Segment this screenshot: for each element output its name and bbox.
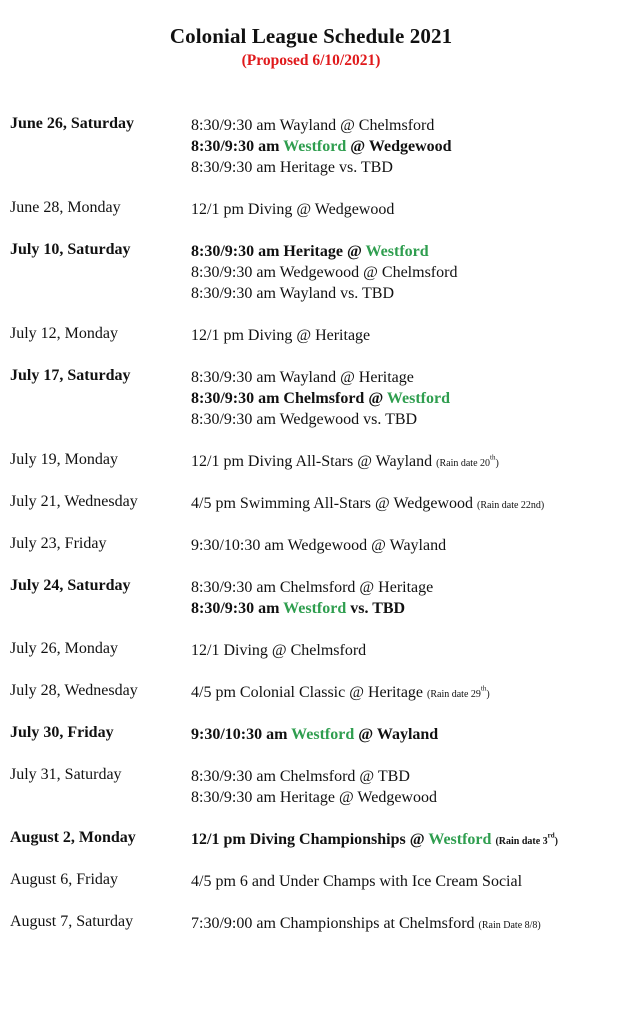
team-name-westford: Westford xyxy=(428,831,492,848)
rain-date-note: (Rain date 20 xyxy=(436,458,491,469)
team-name-westford: Westford xyxy=(291,726,355,743)
schedule-date: July 28, Wednesday xyxy=(10,682,138,699)
rain-date-note: (Rain date 3 xyxy=(495,836,548,847)
event-text: 8:30/9:30 am Heritage @ Wedgewood xyxy=(191,789,437,806)
rain-date-note: rd xyxy=(547,831,555,840)
schedule-event xyxy=(191,388,619,409)
event-text: 9:30/10:30 am Wedgewood @ Wayland xyxy=(191,537,447,554)
rain-date-note: (Rain date 29 xyxy=(427,689,481,700)
schedule-date: July 19, Monday xyxy=(10,451,118,468)
event-text: 8:30/9:30 am Wedgewood vs. TBD xyxy=(191,411,418,428)
schedule-date: July 30, Friday xyxy=(10,724,114,741)
team-name-westford: Westford xyxy=(283,600,347,617)
schedule-event xyxy=(191,724,619,745)
event-text: @ Wedgewood xyxy=(346,138,452,155)
schedule-date: August 6, Friday xyxy=(10,871,118,888)
schedule-event xyxy=(191,913,619,934)
schedule-event xyxy=(191,367,619,388)
schedule-date: July 12, Monday xyxy=(10,325,118,342)
schedule-date: July 21, Wednesday xyxy=(10,493,138,510)
page-title: Colonial League Schedule 2021 xyxy=(169,24,453,48)
schedule-events xyxy=(191,724,619,745)
team-name-westford: Westford xyxy=(283,138,347,155)
schedule-events xyxy=(191,451,619,472)
event-text: 8:30/9:30 am Wayland @ Chelmsford xyxy=(191,117,435,134)
schedule-events xyxy=(191,367,619,430)
event-text: 8:30/9:30 am xyxy=(191,600,284,617)
event-text: 12/1 pm Diving @ Wedgewood xyxy=(191,201,395,218)
event-text: 12/1 pm Diving Championships @ xyxy=(191,831,429,848)
rain-date-note: (Rain date 22nd) xyxy=(477,500,545,511)
schedule-event xyxy=(191,829,619,850)
event-text: 12/1 pm Diving @ Heritage xyxy=(191,327,371,344)
event-text: 4/5 pm Swimming All-Stars @ Wedgewood xyxy=(191,495,478,512)
schedule-date: June 26, Saturday xyxy=(10,115,135,132)
schedule-event xyxy=(191,871,619,892)
schedule-date: August 2, Monday xyxy=(10,829,136,846)
event-text: @ Wayland xyxy=(354,726,439,743)
event-text: 7:30/9:00 am Championships at Chelmsford xyxy=(191,915,479,932)
event-text: 9:30/10:30 am xyxy=(191,726,292,743)
event-text: 8:30/9:30 am Chelmsford @ Heritage xyxy=(191,579,434,596)
schedule-date: July 17, Saturday xyxy=(10,367,131,384)
event-text: 8:30/9:30 am Wayland vs. TBD xyxy=(191,285,394,302)
team-name-westford: Westford xyxy=(365,243,429,260)
schedule-event xyxy=(191,262,619,283)
team-name-westford: Westford xyxy=(386,390,451,407)
event-text: 12/1 pm Diving All-Stars @ Wayland xyxy=(191,453,437,470)
event-text: vs. TBD xyxy=(346,600,406,617)
schedule-event xyxy=(191,283,619,304)
rain-date-note: (Rain Date 8/8) xyxy=(478,920,541,931)
schedule-date: July 26, Monday xyxy=(10,640,118,657)
event-text: 8:30/9:30 am Heritage @ xyxy=(191,243,366,260)
event-text: 8:30/9:30 am Wedgewood @ Chelmsford xyxy=(191,264,458,281)
schedule-event xyxy=(191,682,619,703)
rain-date-note: th xyxy=(490,453,496,462)
rain-date-note: ) xyxy=(495,458,499,469)
event-text: 8:30/9:30 am Wayland @ Heritage xyxy=(191,369,414,386)
schedule-event xyxy=(191,640,619,661)
rain-date-note: ) xyxy=(486,689,490,700)
schedule-events xyxy=(191,640,619,661)
schedule-events xyxy=(191,766,619,808)
schedule-event xyxy=(191,157,619,178)
schedule-date: July 23, Friday xyxy=(10,535,107,552)
schedule-events xyxy=(191,493,619,514)
schedule-date: July 10, Saturday xyxy=(10,241,131,258)
event-text: 8:30/9:30 am Heritage vs. TBD xyxy=(191,159,393,176)
schedule-events xyxy=(191,241,619,304)
event-text: 4/5 pm Colonial Classic @ Heritage xyxy=(191,684,428,701)
event-text: 4/5 pm 6 and Under Champs with Ice Cream Social xyxy=(191,873,523,890)
schedule-events xyxy=(191,199,619,220)
rain-date-note: th xyxy=(480,684,487,693)
schedule-date: August 7, Saturday xyxy=(10,913,134,930)
schedule-event xyxy=(191,241,619,262)
page-subtitle: (Proposed 6/10/2021) xyxy=(241,52,381,69)
schedule-date: July 31, Saturday xyxy=(10,766,122,783)
schedule-events xyxy=(191,325,619,346)
schedule-event xyxy=(191,535,619,556)
schedule-event xyxy=(191,115,619,136)
schedule-event xyxy=(191,325,619,346)
schedule-events xyxy=(191,871,619,892)
schedule-events xyxy=(191,535,619,556)
schedule-events xyxy=(191,682,619,703)
schedule-event xyxy=(191,136,619,157)
schedule-event xyxy=(191,451,619,472)
schedule-event xyxy=(191,766,619,787)
event-text: 8:30/9:30 am Chelmsford @ TBD xyxy=(191,768,410,785)
event-text: 8:30/9:30 am Chelmsford @ xyxy=(191,390,387,407)
schedule-event xyxy=(191,409,619,430)
schedule-events xyxy=(191,913,619,934)
schedule-event xyxy=(191,493,619,514)
schedule-event xyxy=(191,577,619,598)
rain-date-note: ) xyxy=(554,836,559,847)
schedule-event xyxy=(191,199,619,220)
schedule-event xyxy=(191,787,619,808)
schedule-date: June 28, Monday xyxy=(10,199,121,216)
event-text: 12/1 Diving @ Chelmsford xyxy=(191,642,367,659)
schedule-events xyxy=(191,115,619,178)
event-text: 8:30/9:30 am xyxy=(191,138,284,155)
schedule-events xyxy=(191,577,619,619)
schedule-event xyxy=(191,598,619,619)
schedule-events xyxy=(191,829,619,850)
schedule-date: July 24, Saturday xyxy=(10,577,131,594)
